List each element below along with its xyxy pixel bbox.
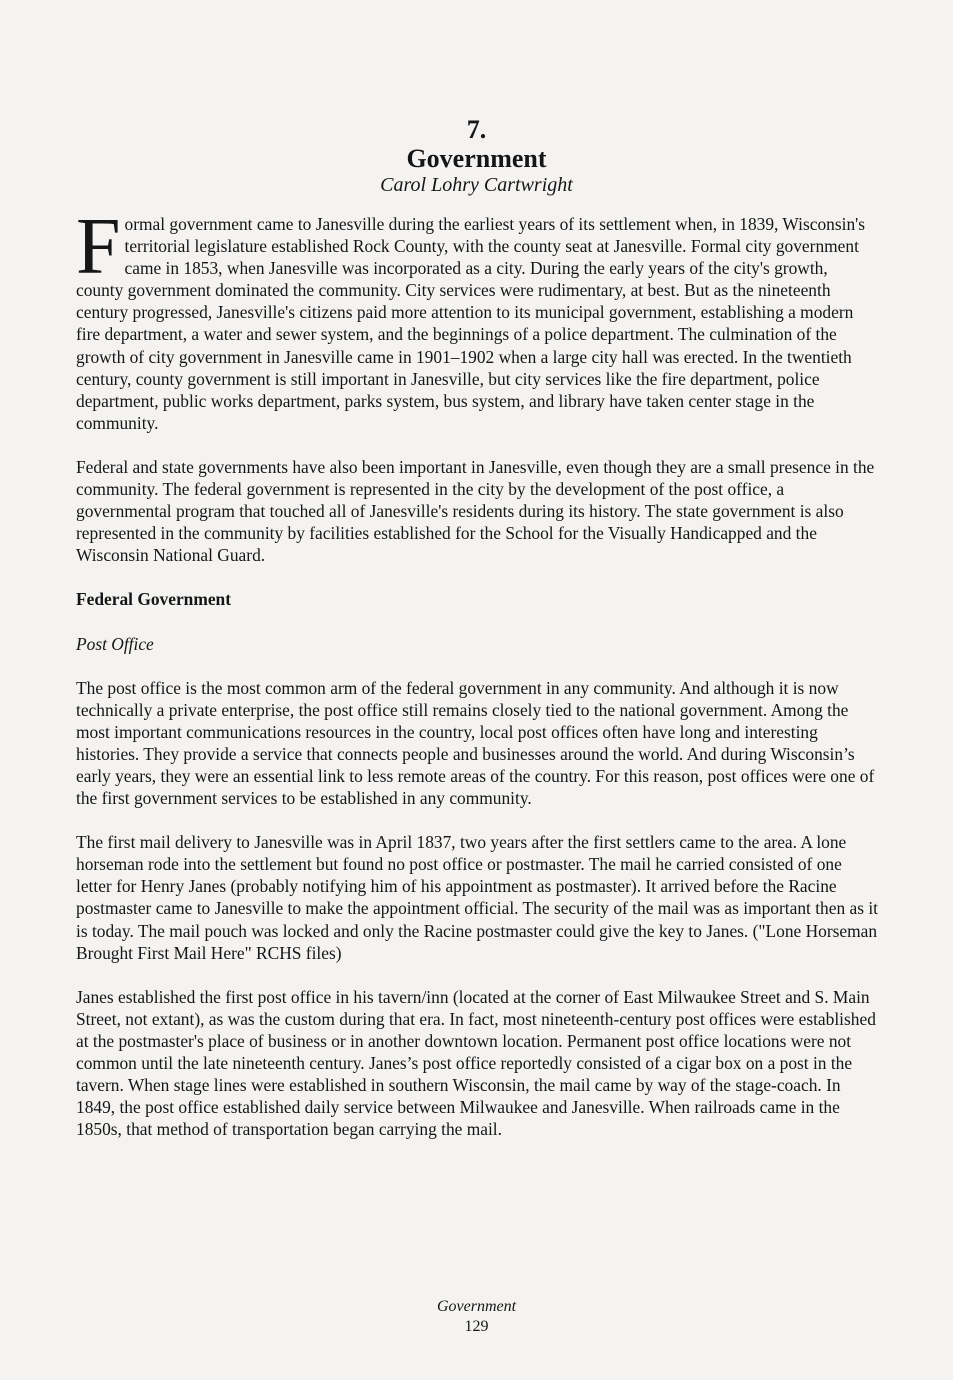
paragraph-janes-post-office: Janes established the first post office in his tavern/inn (located at the corner of East Milwaukee Street and S. Main Street, not extant), as was the custom during that era. In fact, most nineteenth-century post offices were established at the postmaster's place of business or in another downtown location. Permanent post office locations were not common until the late nineteenth century. Janes’s post office reportedly consisted of a cigar box on a post in the tavern. When stage lines were established in southern Wisconsin, the mail came by way of the stage-coach. In 1849, the post office established daily service between Milwaukee and Janesville. When railroads came in the 1850s, that method of transportation began carrying the mail. [76,986,876,1140]
section-heading: Federal Government [76,589,232,610]
intro-paragraph [76,203,878,434]
paragraph-federal-state: Federal and state governments have also been important in Janesville, even though they are a small presence in the community. The federal government is represented in the city by the development of the post office, a governmental program that touched all of Janesville's residents during its history. The state government is also represented in the community by facilities established for the School for the Visually Handicapped and the Wisconsin National Guard. [76,456,875,566]
subsection-heading: Post Office [76,633,154,654]
paragraph-post-office: The post office is the most common arm of the federal government in any community. And although it is now technically a private enterprise, the post office still remains closely tied to the national government. Among the most important communications resources in the country, local post offices often have long and interesting histories. They provide a service that connects people and businesses around the world. And during Wisconsin’s early years, they were an essential link to less remote areas of the country. For this reason, post offices were one of the first government services to be established in any community. [76,677,875,809]
paragraph-first-mail: The first mail delivery to Janesville was in April 1837, two years after the first settlers came to the area. A lone horseman rode into the settlement but found no post office or postmaster. The mail he carried consisted of one letter for Henry Janes (probably notifying him of his appointment as postmaster). It arrived before the Racine postmaster came to Janesville to make the appointment official. The security of the mail was as important then as it is today. The mail pouch was locked and only the Racine postmaster could give the key to Janes. ("Lone Horseman Brought First Mail Here" RCHS files) [76,832,879,963]
page-number: 129 [464,1318,489,1335]
chapter-title: Government [406,144,547,173]
author-name: Carol Lohry Cartwright [380,174,573,196]
drop-cap-letter: F [76,203,121,291]
chapter-number: 7. [466,115,487,144]
footer-title: Government [436,1298,517,1315]
body-text [76,203,879,1162]
intro-text: ormal government came to Janesville during the earliest years of its settlement when, in 1839, Wisconsin's territorial legislature established Rock County, with the county seat at Janesville. Formal city government came in 1853, when Janesville was incorporated as a city. During the early years of the city's growth, county government dominated the community. City services were rudimentary, at best. But as the nineteenth century progressed, Janesville's citizens paid more attention to its municipal government, establishing a modern fire department, a water and sewer system, and the beginnings of a police department. The culmination of the growth of city government in Janesville came in 1901–1902 when a large city hall was erected. In the twentieth century, county government is still important in Janesville, but city services like the fire department, police department, public works department, parks system, bus system, and library have taken center stage in the community. [76,214,866,433]
